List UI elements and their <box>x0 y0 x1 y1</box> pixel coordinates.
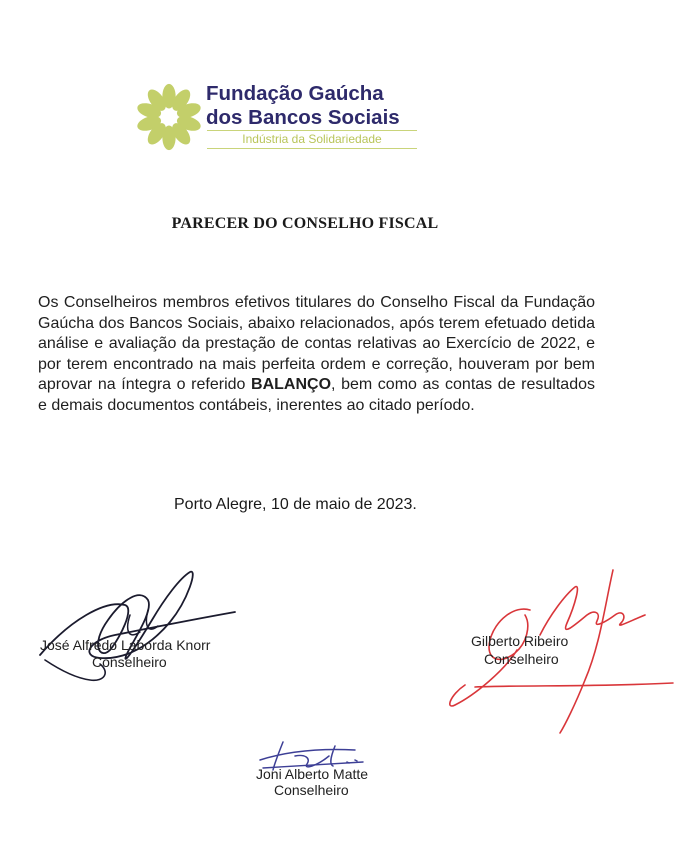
logo-name-line2: dos Bancos Sociais <box>206 106 400 129</box>
signatory-name-2: Gilberto Ribeiro <box>471 633 569 649</box>
logo-name-line1: Fundação Gaúcha <box>206 82 384 105</box>
signatory-name-1: José Alfredo Laborda Knorr <box>40 637 211 653</box>
paragraph-text-start: Os Conselheiros membros efetivos titulares do Conselho Fiscal da Fundação Gaúcha dos Bancos Sociais, abaixo relacionados, após terem efetuado detida análise e avaliação da prestação de contas relativas ao Exercício de 2022, e por terem encontrado na mais perfeita ordem e correção, houveram por bem aprovar na íntegra o referido <box>38 294 595 393</box>
logo-wordmark <box>206 82 400 130</box>
signature-ribeiro <box>435 565 685 735</box>
logo-rule-bottom <box>207 148 417 149</box>
signature-knorr <box>30 560 250 695</box>
signatory-role-3: Conselheiro <box>274 782 349 798</box>
paragraph-bold-word: BALANÇO <box>251 376 332 393</box>
place-and-date: Porto Alegre, 10 de maio de 2023. <box>174 496 417 513</box>
signatory-role-2: Conselheiro <box>484 651 559 667</box>
sunflower-leaf-logo-icon <box>134 80 204 154</box>
opinion-paragraph <box>38 293 595 416</box>
logo-tagline: Indústria da Solidariedade <box>242 132 382 146</box>
signatory-name-3: Joni Alberto Matte <box>256 766 369 782</box>
paragraph-text-end: , bem como as contas de resultados e demais documentos contábeis, inerentes ao citado período. <box>38 376 596 414</box>
signatory-role-1: Conselheiro <box>92 654 167 670</box>
foundation-logo <box>134 80 434 160</box>
document-title: PARECER DO CONSELHO FISCAL <box>171 215 439 232</box>
